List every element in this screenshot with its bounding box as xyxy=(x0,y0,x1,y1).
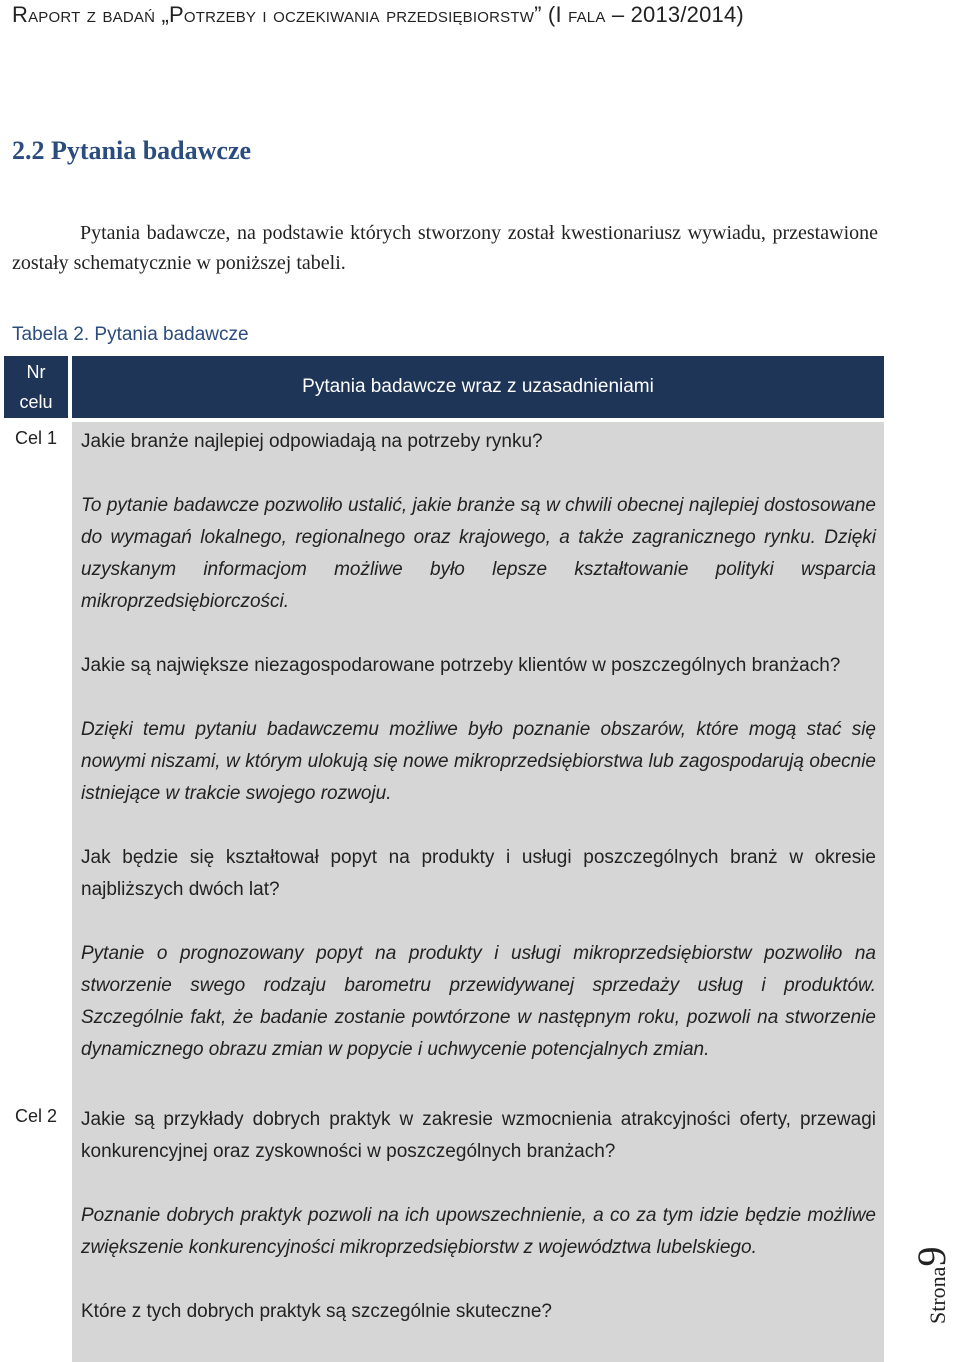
goal-2-question-2: Które z tych dobrych praktyk są szczególnie skuteczne? xyxy=(81,1301,553,1322)
goal-1-rationale-3: Pytanie o prognozowany popyt na produkty i usługi mikroprzedsiębiorstw pozwoliło na stworzenie swego rodzaju barometru przewidywanej sprzedaży usług i produktów. Szczególnie fakt, że badanie zostanie powtórzone w następnym roku, pozwoli na stworzenie dynamicznego obrazu zmian w popycie i uchwycenie potencjalnych zmian. xyxy=(81,943,876,1060)
goal-2-rationale-1: Poznanie dobrych praktyk pozwoli na ich upowszechnienie, a co za tym idzie będzie możliwe zwiększenie konkurencyjności mikroprzedsiębiorstw z województwa lubelskiego. xyxy=(81,1205,876,1258)
page-footer xyxy=(900,1236,960,1336)
goal-1-rationale-1: To pytanie badawcze pozwoliło ustalić, jakie branże są w chwili obecnej najlepiej dostosowane do wymagań lokalnego, regionalnego oraz krajowego, a także zagranicznego rynku. Dzięki uzyskanym informacjom możliwe było lepsze kształtowanie polityki wsparcia mikroprzedsiębiorczości. xyxy=(81,495,876,612)
goal-2-label: Cel 2 xyxy=(14,1106,58,1126)
goal-1-question-3: Jak będzie się kształtował popyt na produkty i usługi poszczególnych branż w okresie najbliższych dwóch lat? xyxy=(81,847,876,900)
goal-1-label: Cel 1 xyxy=(14,428,58,448)
table-header-questions-label: Pytania badawcze wraz z uzasadnieniami xyxy=(302,376,654,397)
goal-1-rationale-2: Dzięki temu pytaniu badawczemu możliwe było poznanie obszarów, które mogą stać się nowymi niszami, w którym ulokują się nowe mikroprzedsiębiorstwa lub zagospodarują obecnie istniejące w trakcie swojego rozwoju. xyxy=(81,719,876,804)
table-caption: Tabela 2. Pytania badawcze xyxy=(12,324,249,345)
goal-2-cell xyxy=(72,1100,884,1362)
table-header-questions xyxy=(72,356,884,418)
page-number: 9 xyxy=(909,1246,954,1267)
goal-2-question-1: Jakie są przykłady dobrych praktyk w zakresie wzmocnienia atrakcyjności oferty, przewagi konkurencyjnej oraz zyskowności w poszczególnych branżach? xyxy=(81,1109,876,1162)
goal-1-question-2: Jakie są największe niezagospodarowane potrzeby klientów w poszczególnych branżach? xyxy=(81,655,841,676)
goal-1-question-1: Jakie branże najlepiej odpowiadają na potrzeby rynku? xyxy=(81,431,543,452)
goal-1-cell xyxy=(72,422,884,1100)
running-header: Raport z badań „Potrzeby i oczekiwania przedsiębiorstw” (I fala – 2013/2014) xyxy=(12,2,744,27)
page-label: Strona xyxy=(925,1266,950,1324)
intro-paragraph: Pytania badawcze, na podstawie których stworzony został kwestionariusz wywiadu, przestawione zostały schematycznie w poniższej tabeli. xyxy=(12,222,878,274)
section-heading: 2.2 Pytania badawcze xyxy=(12,136,252,165)
table-header-nr-celu-label: Nr celu xyxy=(19,362,53,412)
table-header-nr-celu xyxy=(4,356,68,418)
